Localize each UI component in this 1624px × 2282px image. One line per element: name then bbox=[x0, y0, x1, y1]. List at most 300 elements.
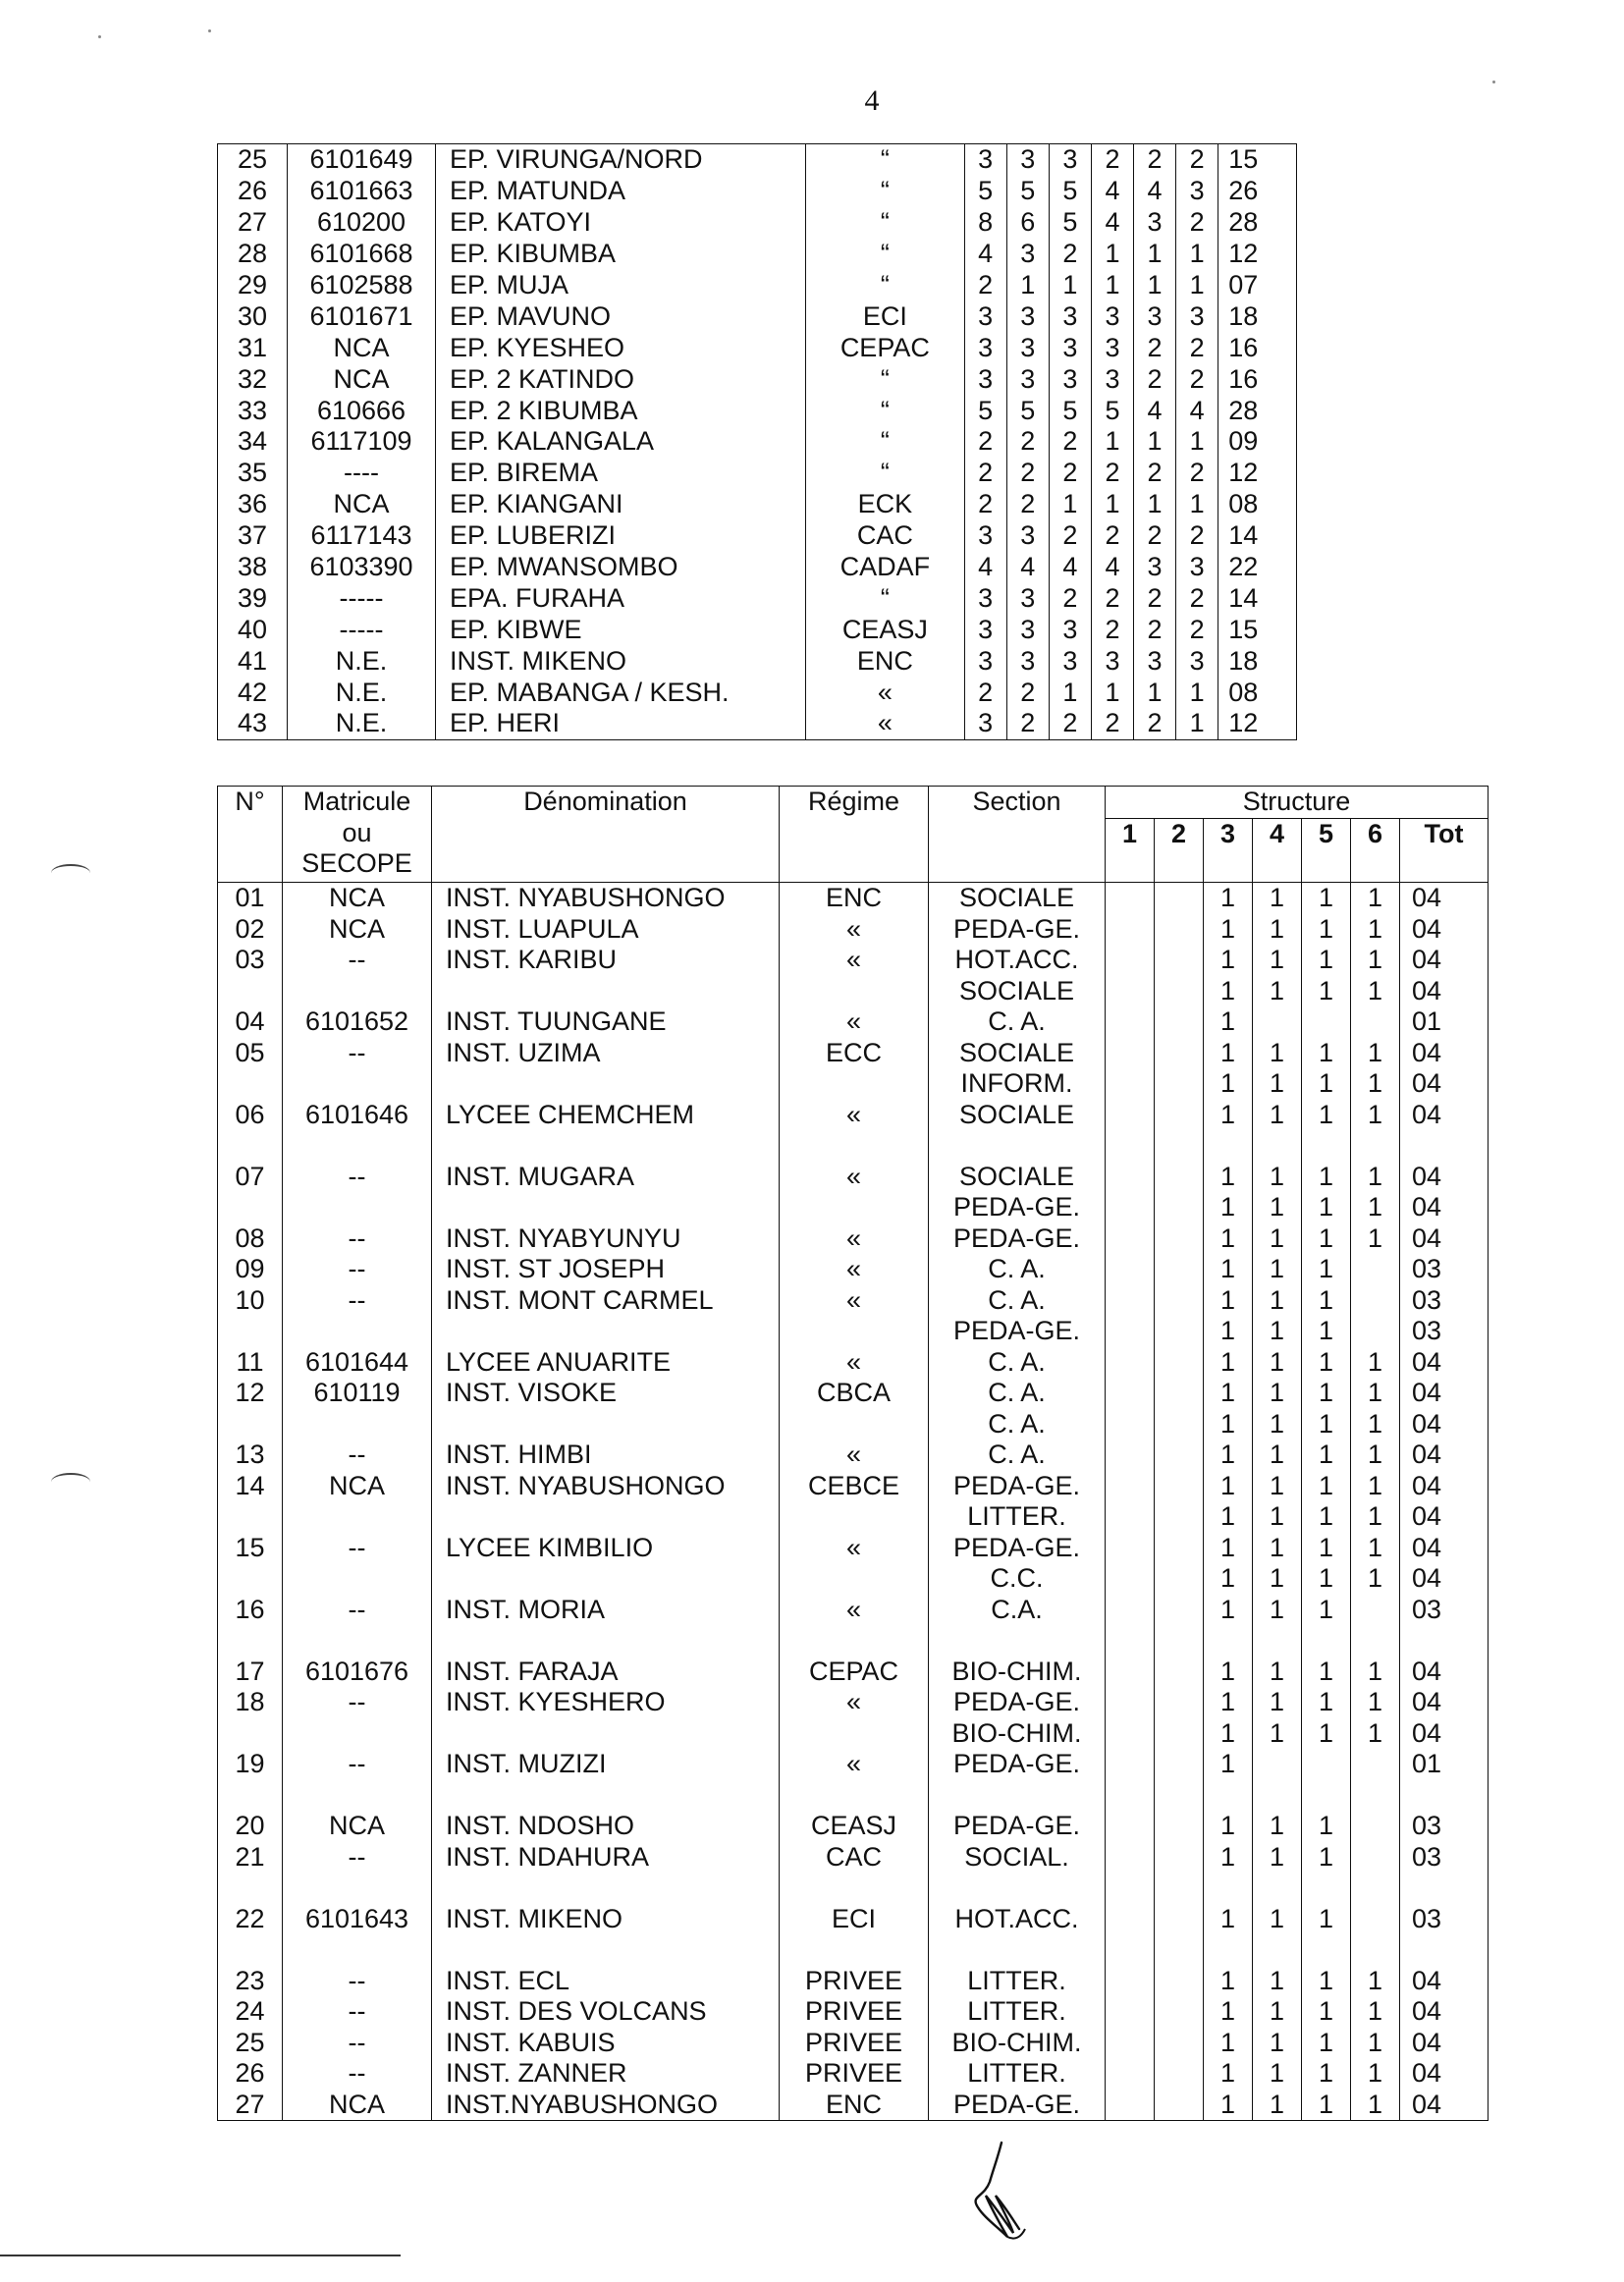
school-name: EP. KATOYI bbox=[435, 207, 805, 239]
total: 04 bbox=[1412, 2027, 1442, 2057]
table-row bbox=[218, 645, 1297, 677]
table-row bbox=[218, 458, 1297, 489]
structure-cell-4 bbox=[1253, 1595, 1302, 1657]
total: 04 bbox=[1412, 2089, 1442, 2119]
matricule: 6101663 bbox=[288, 176, 436, 207]
total-cell bbox=[1400, 2028, 1489, 2059]
matricule: 6101676 bbox=[283, 1657, 432, 1688]
structure-cell-1 bbox=[1106, 1471, 1155, 1533]
structure-cell-1 bbox=[1106, 1285, 1155, 1347]
section-cell bbox=[929, 945, 1106, 1006]
structure-cell-3 bbox=[1204, 1254, 1253, 1285]
class-count-3: 2 bbox=[1049, 520, 1091, 552]
section-cell bbox=[929, 1687, 1106, 1749]
class-count-4: 1 bbox=[1269, 1965, 1285, 1995]
structure-cell-6 bbox=[1351, 1904, 1400, 1966]
structure-cell-5 bbox=[1302, 914, 1351, 946]
matricule: 6101644 bbox=[283, 1347, 432, 1379]
class-count-1: 5 bbox=[964, 176, 1006, 207]
class-count-1: 2 bbox=[964, 489, 1006, 520]
structure-cell-5 bbox=[1302, 1996, 1351, 2028]
school-name: INST. MUZIZI bbox=[432, 1749, 780, 1811]
total: 26 bbox=[1218, 176, 1297, 207]
row-number: 12 bbox=[218, 1378, 283, 1440]
school-name: INST. NYABUSHONGO bbox=[432, 883, 780, 914]
row-number: 34 bbox=[218, 426, 288, 458]
row-number: 06 bbox=[218, 1100, 283, 1162]
class-count-2 bbox=[1155, 1162, 1203, 1193]
matricule: NCA bbox=[288, 363, 436, 395]
class-count-1: 3 bbox=[964, 144, 1006, 176]
matricule: ----- bbox=[288, 582, 436, 614]
section: PEDA-GE. bbox=[952, 1222, 1081, 1253]
class-count-5: 2 bbox=[1134, 144, 1176, 176]
row-number: 11 bbox=[218, 1347, 283, 1379]
structure-cell-4 bbox=[1253, 2058, 1302, 2090]
class-count-3: 1 bbox=[1219, 1749, 1236, 1778]
class-count-4: 1 bbox=[1269, 1717, 1285, 1748]
table-row bbox=[218, 1006, 1489, 1038]
class-count-4: 1 bbox=[1269, 1037, 1285, 1067]
class-count-2: 3 bbox=[1006, 614, 1049, 645]
matricule: 6101643 bbox=[283, 1904, 432, 1966]
class-count-1 bbox=[1106, 1873, 1154, 1904]
structure-cell-2 bbox=[1155, 1440, 1204, 1471]
structure-cell-3 bbox=[1204, 1595, 1253, 1657]
class-count-6 bbox=[1351, 1749, 1399, 1780]
class-count-3: 1 bbox=[1219, 1192, 1236, 1222]
total-cell bbox=[1400, 1657, 1489, 1688]
class-count-5: 1 bbox=[1318, 1532, 1334, 1562]
section-cell bbox=[929, 1162, 1106, 1223]
scan-speck bbox=[208, 29, 211, 32]
matricule: 610200 bbox=[288, 207, 436, 239]
total-cell bbox=[1400, 1100, 1489, 1162]
class-count-4: 1 bbox=[1269, 1811, 1285, 1840]
class-count-4: 2 bbox=[1091, 520, 1133, 552]
class-count-6: 1 bbox=[1367, 1068, 1383, 1098]
section: C. A. bbox=[988, 1254, 1046, 1283]
class-count-6: 3 bbox=[1176, 176, 1218, 207]
section: LITTER. bbox=[967, 1996, 1066, 2026]
structure-cell-2 bbox=[1155, 1223, 1204, 1255]
class-count-3: 1 bbox=[1219, 975, 1236, 1005]
class-count-5: 1 bbox=[1318, 2058, 1334, 2088]
section: C.A. bbox=[991, 1594, 1043, 1624]
class-count-6: 1 bbox=[1367, 1099, 1383, 1129]
school-name: EP. BIREMA bbox=[435, 458, 805, 489]
table-row bbox=[218, 1966, 1489, 1997]
class-count-1: 2 bbox=[964, 426, 1006, 458]
class-count-5: 1 bbox=[1318, 1161, 1334, 1191]
class-count-1: 2 bbox=[964, 677, 1006, 708]
class-count-6: 1 bbox=[1367, 1656, 1383, 1686]
class-count-2 bbox=[1155, 1501, 1203, 1533]
header-number: N° bbox=[218, 787, 283, 883]
row-number: 42 bbox=[218, 677, 288, 708]
scan-speck bbox=[1492, 81, 1495, 83]
matricule: 610119 bbox=[283, 1378, 432, 1440]
table-row bbox=[218, 1223, 1489, 1255]
row-number: 27 bbox=[218, 2090, 283, 2121]
section bbox=[929, 1934, 1105, 1966]
total: 04 bbox=[1412, 1192, 1442, 1222]
structure-cell-5 bbox=[1302, 1254, 1351, 1285]
class-count-1: 3 bbox=[964, 645, 1006, 677]
class-count-4: 1 bbox=[1091, 677, 1133, 708]
section-cell bbox=[929, 1440, 1106, 1471]
class-count-6: 2 bbox=[1176, 144, 1218, 176]
structure-cell-2 bbox=[1155, 1842, 1204, 1904]
matricule: 6101671 bbox=[288, 300, 436, 332]
structure-cell-6 bbox=[1351, 1471, 1400, 1533]
total-cell bbox=[1400, 1162, 1489, 1223]
class-count-1: 3 bbox=[964, 300, 1006, 332]
class-count-2: 2 bbox=[1006, 426, 1049, 458]
table-row bbox=[218, 1471, 1489, 1533]
school-name: EP. 2 KATINDO bbox=[435, 363, 805, 395]
class-count-5: 2 bbox=[1134, 332, 1176, 363]
matricule: NCA bbox=[288, 332, 436, 363]
class-count-2 bbox=[1155, 1749, 1203, 1780]
section: HOT.ACC. bbox=[954, 1903, 1079, 1933]
class-count-2: 2 bbox=[1006, 458, 1049, 489]
structure-cell-2 bbox=[1155, 1595, 1204, 1657]
table-row bbox=[218, 144, 1297, 176]
class-count-3: 1 bbox=[1049, 270, 1091, 301]
class-count-2 bbox=[1155, 1966, 1203, 1997]
matricule: -- bbox=[283, 1749, 432, 1811]
class-count-5: 1 bbox=[1134, 239, 1176, 270]
row-number: 19 bbox=[218, 1749, 283, 1811]
school-name: INST. LUAPULA bbox=[432, 914, 780, 946]
school-name: EP. VIRUNGA/NORD bbox=[435, 144, 805, 176]
class-count-2 bbox=[1155, 1316, 1203, 1347]
matricule: -- bbox=[283, 1254, 432, 1285]
table-row bbox=[218, 614, 1297, 645]
regime: « bbox=[780, 1533, 929, 1595]
class-count-2 bbox=[1155, 1842, 1203, 1874]
structure-cell-2 bbox=[1155, 1657, 1204, 1688]
regime: « bbox=[780, 1006, 929, 1038]
row-number: 32 bbox=[218, 363, 288, 395]
matricule: N.E. bbox=[288, 708, 436, 739]
class-count-4: 1 bbox=[1269, 1222, 1285, 1253]
class-count-5: 1 bbox=[1318, 1068, 1334, 1098]
table-row bbox=[218, 270, 1297, 301]
class-count-2: 5 bbox=[1006, 395, 1049, 426]
class-count-6 bbox=[1351, 1254, 1399, 1285]
matricule: -- bbox=[283, 1842, 432, 1904]
regime: « bbox=[780, 945, 929, 1006]
structure-cell-1 bbox=[1106, 2090, 1155, 2121]
class-count-1 bbox=[1106, 1563, 1154, 1595]
structure-cell-5 bbox=[1302, 1038, 1351, 1100]
section-cell bbox=[929, 1471, 1106, 1533]
school-name: INST. NDOSHO bbox=[432, 1811, 780, 1842]
class-count-3: 5 bbox=[1049, 176, 1091, 207]
regime: ENC bbox=[780, 2090, 929, 2121]
section: PEDA-GE. bbox=[952, 1532, 1081, 1562]
matricule: -- bbox=[283, 1285, 432, 1347]
school-name: INST. TUUNGANE bbox=[432, 1006, 780, 1038]
section: LITTER. bbox=[967, 2058, 1066, 2088]
total-cell bbox=[1400, 1595, 1489, 1657]
structure-cell-1 bbox=[1106, 1162, 1155, 1223]
regime: ECI bbox=[780, 1904, 929, 1966]
class-count-1: 3 bbox=[964, 708, 1006, 739]
school-name: INST. DES VOLCANS bbox=[432, 1996, 780, 2028]
school-name: INST. KARIBU bbox=[432, 945, 780, 1006]
class-count-3: 4 bbox=[1049, 552, 1091, 583]
row-number: 25 bbox=[218, 2028, 283, 2059]
class-count-3: 2 bbox=[1049, 426, 1091, 458]
row-number: 24 bbox=[218, 1996, 283, 2028]
regime: « bbox=[780, 1687, 929, 1749]
structure-cell-2 bbox=[1155, 1533, 1204, 1595]
class-count-6: 2 bbox=[1176, 458, 1218, 489]
school-name: EP. MATUNDA bbox=[435, 176, 805, 207]
header-col-1: 1 bbox=[1106, 819, 1155, 883]
structure-cell-2 bbox=[1155, 945, 1204, 1006]
class-count-4: 1 bbox=[1269, 1346, 1285, 1377]
section-cell bbox=[929, 1347, 1106, 1379]
row-number: 16 bbox=[218, 1595, 283, 1657]
section: SOCIALE bbox=[958, 1161, 1075, 1191]
class-count-3: 3 bbox=[1049, 614, 1091, 645]
class-count-6: 1 bbox=[1367, 1965, 1383, 1995]
structure-cell-2 bbox=[1155, 1285, 1204, 1347]
class-count-2 bbox=[1155, 1285, 1203, 1317]
structure-cell-1 bbox=[1106, 1842, 1155, 1904]
structure-cell-5 bbox=[1302, 1440, 1351, 1471]
structure-cell-3 bbox=[1204, 1223, 1253, 1255]
total: 15 bbox=[1218, 614, 1297, 645]
class-count-1 bbox=[1106, 883, 1154, 914]
matricule: ---- bbox=[288, 458, 436, 489]
class-count-6 bbox=[1351, 1811, 1399, 1842]
class-count-5: 1 bbox=[1318, 1470, 1334, 1500]
matricule: -- bbox=[283, 1966, 432, 1997]
section: LITTER. bbox=[967, 1501, 1066, 1531]
section-cell bbox=[929, 1595, 1106, 1657]
row-number: 08 bbox=[218, 1223, 283, 1255]
class-count-2 bbox=[1155, 2028, 1203, 2059]
row-number: 41 bbox=[218, 645, 288, 677]
regime: « bbox=[780, 1440, 929, 1471]
class-count-1 bbox=[1106, 1038, 1154, 1069]
total-cell bbox=[1400, 1687, 1489, 1749]
class-count-5: 1 bbox=[1318, 2089, 1334, 2119]
class-count-1 bbox=[1106, 1842, 1154, 1874]
matricule: 6101646 bbox=[283, 1100, 432, 1162]
structure-cell-3 bbox=[1204, 1347, 1253, 1379]
class-count-2: 5 bbox=[1006, 176, 1049, 207]
class-count-4 bbox=[1253, 1934, 1301, 1966]
class-count-2: 6 bbox=[1006, 207, 1049, 239]
section: C. A. bbox=[988, 1346, 1046, 1377]
total-cell bbox=[1400, 1471, 1489, 1533]
class-count-3: 1 bbox=[1219, 1408, 1236, 1439]
class-count-3 bbox=[1204, 1130, 1252, 1162]
class-count-1: 2 bbox=[964, 270, 1006, 301]
structure-cell-1 bbox=[1106, 1687, 1155, 1749]
structure-cell-5 bbox=[1302, 1162, 1351, 1223]
class-count-3: 1 bbox=[1219, 1903, 1236, 1933]
class-count-6: 3 bbox=[1176, 300, 1218, 332]
structure-cell-2 bbox=[1155, 1471, 1204, 1533]
class-count-1: 4 bbox=[964, 552, 1006, 583]
total: 12 bbox=[1218, 708, 1297, 739]
class-count-5: 1 bbox=[1318, 1408, 1334, 1439]
section: C. A. bbox=[988, 1408, 1046, 1439]
class-count-1 bbox=[1106, 1100, 1154, 1131]
section: BIO-CHIM. bbox=[951, 1717, 1082, 1748]
class-count-2 bbox=[1155, 1006, 1203, 1038]
class-count-5 bbox=[1302, 1625, 1350, 1657]
school-name: INST. MUGARA bbox=[432, 1162, 780, 1223]
class-count-3 bbox=[1204, 1934, 1252, 1966]
total: 03 bbox=[1412, 1811, 1442, 1840]
regime: PRIVEE bbox=[780, 2028, 929, 2059]
school-name: EP. MWANSOMBO bbox=[435, 552, 805, 583]
table-row bbox=[218, 207, 1297, 239]
school-name: INST. ST JOSEPH bbox=[432, 1254, 780, 1285]
secondary-schools-table bbox=[217, 786, 1489, 2121]
matricule: 6117143 bbox=[288, 520, 436, 552]
class-count-3: 2 bbox=[1049, 458, 1091, 489]
section: SOCIALE bbox=[958, 1099, 1075, 1129]
class-count-6: 1 bbox=[1176, 708, 1218, 739]
class-count-1 bbox=[1106, 1595, 1154, 1626]
structure-cell-2 bbox=[1155, 1038, 1204, 1100]
structure-cell-6 bbox=[1351, 1223, 1400, 1255]
school-name: EP. HERI bbox=[435, 708, 805, 739]
table-row bbox=[218, 1595, 1489, 1657]
class-count-5 bbox=[1302, 1749, 1350, 1780]
class-count-6: 1 bbox=[1367, 2089, 1383, 2119]
class-count-6: 1 bbox=[1367, 883, 1383, 912]
class-count-3: 1 bbox=[1219, 1346, 1236, 1377]
row-number: 39 bbox=[218, 582, 288, 614]
table-row bbox=[218, 1162, 1489, 1223]
matricule: NCA bbox=[283, 883, 432, 914]
table-row bbox=[218, 332, 1297, 363]
header-denomination: Dénomination bbox=[432, 787, 780, 883]
class-count-4: 5 bbox=[1091, 395, 1133, 426]
table-row bbox=[218, 426, 1297, 458]
structure-cell-1 bbox=[1106, 1966, 1155, 1997]
total: 04 bbox=[1412, 883, 1442, 912]
class-count-6: 1 bbox=[1367, 1470, 1383, 1500]
structure-cell-1 bbox=[1106, 2028, 1155, 2059]
class-count-1 bbox=[1106, 1409, 1154, 1440]
class-count-6 bbox=[1351, 1934, 1399, 1966]
class-count-2 bbox=[1155, 1718, 1203, 1750]
class-count-1 bbox=[1106, 1223, 1154, 1255]
class-count-4 bbox=[1253, 1873, 1301, 1904]
class-count-6: 1 bbox=[1367, 1996, 1383, 2026]
class-count-6: 1 bbox=[1367, 1532, 1383, 1562]
class-count-4: 1 bbox=[1269, 2058, 1285, 2088]
total-cell bbox=[1400, 1347, 1489, 1379]
class-count-4: 2 bbox=[1091, 458, 1133, 489]
class-count-6: 2 bbox=[1176, 363, 1218, 395]
total: 08 bbox=[1218, 489, 1297, 520]
class-count-3: 1 bbox=[1219, 1099, 1236, 1129]
school-name: EP. MAVUNO bbox=[435, 300, 805, 332]
class-count-3: 1 bbox=[1219, 883, 1236, 912]
class-count-3: 1 bbox=[1219, 1563, 1236, 1593]
row-number: 04 bbox=[218, 1006, 283, 1038]
row-number: 01 bbox=[218, 883, 283, 914]
regime: “ bbox=[806, 458, 965, 489]
class-count-3: 1 bbox=[1049, 677, 1091, 708]
matricule: NCA bbox=[283, 914, 432, 946]
margin-mark bbox=[51, 864, 90, 882]
total: 14 bbox=[1218, 520, 1297, 552]
class-count-2 bbox=[1155, 914, 1203, 946]
row-number: 35 bbox=[218, 458, 288, 489]
class-count-1 bbox=[1106, 945, 1154, 976]
structure-cell-6 bbox=[1351, 945, 1400, 1006]
regime: PRIVEE bbox=[780, 2058, 929, 2090]
matricule: NCA bbox=[288, 489, 436, 520]
structure-cell-4 bbox=[1253, 1687, 1302, 1749]
total: 04 bbox=[1412, 1099, 1442, 1129]
school-name: INST. NYABYUNYU bbox=[432, 1223, 780, 1255]
class-count-3: 1 bbox=[1219, 1594, 1236, 1624]
header-col-5: 5 bbox=[1302, 819, 1351, 883]
total-cell bbox=[1400, 2058, 1489, 2090]
regime: ECC bbox=[780, 1038, 929, 1100]
class-count-5: 1 bbox=[1318, 1378, 1334, 1407]
header-matricule-line: SECOPE bbox=[301, 848, 412, 878]
section-cell bbox=[929, 1811, 1106, 1842]
class-count-6: 1 bbox=[1367, 1346, 1383, 1377]
structure-cell-1 bbox=[1106, 914, 1155, 946]
total: 16 bbox=[1218, 332, 1297, 363]
class-count-4: 1 bbox=[1269, 1068, 1285, 1098]
class-count-3: 1 bbox=[1219, 1378, 1236, 1407]
total bbox=[1412, 1934, 1488, 1966]
section: BIO-CHIM. bbox=[951, 2027, 1082, 2057]
class-count-3: 5 bbox=[1049, 395, 1091, 426]
class-count-6: 1 bbox=[1367, 1687, 1383, 1716]
table-row bbox=[218, 1038, 1489, 1100]
class-count-5: 2 bbox=[1134, 614, 1176, 645]
section: PEDA-GE. bbox=[952, 2089, 1081, 2119]
class-count-5: 1 bbox=[1318, 1841, 1334, 1872]
matricule: ----- bbox=[288, 614, 436, 645]
class-count-6: 1 bbox=[1367, 975, 1383, 1005]
class-count-6: 1 bbox=[1367, 913, 1383, 944]
section-cell bbox=[929, 1749, 1106, 1811]
class-count-1 bbox=[1106, 1068, 1154, 1100]
class-count-4: 3 bbox=[1091, 363, 1133, 395]
total: 22 bbox=[1218, 552, 1297, 583]
structure-cell-2 bbox=[1155, 1162, 1204, 1223]
structure-cell-6 bbox=[1351, 1533, 1400, 1595]
class-count-5: 3 bbox=[1134, 552, 1176, 583]
class-count-2: 3 bbox=[1006, 239, 1049, 270]
class-count-2 bbox=[1155, 1996, 1203, 2028]
structure-cell-6 bbox=[1351, 1595, 1400, 1657]
signature-mark bbox=[948, 2139, 1066, 2247]
class-count-1 bbox=[1106, 1904, 1154, 1935]
class-count-3: 1 bbox=[1219, 1037, 1236, 1067]
class-count-4: 1 bbox=[1269, 1316, 1285, 1345]
